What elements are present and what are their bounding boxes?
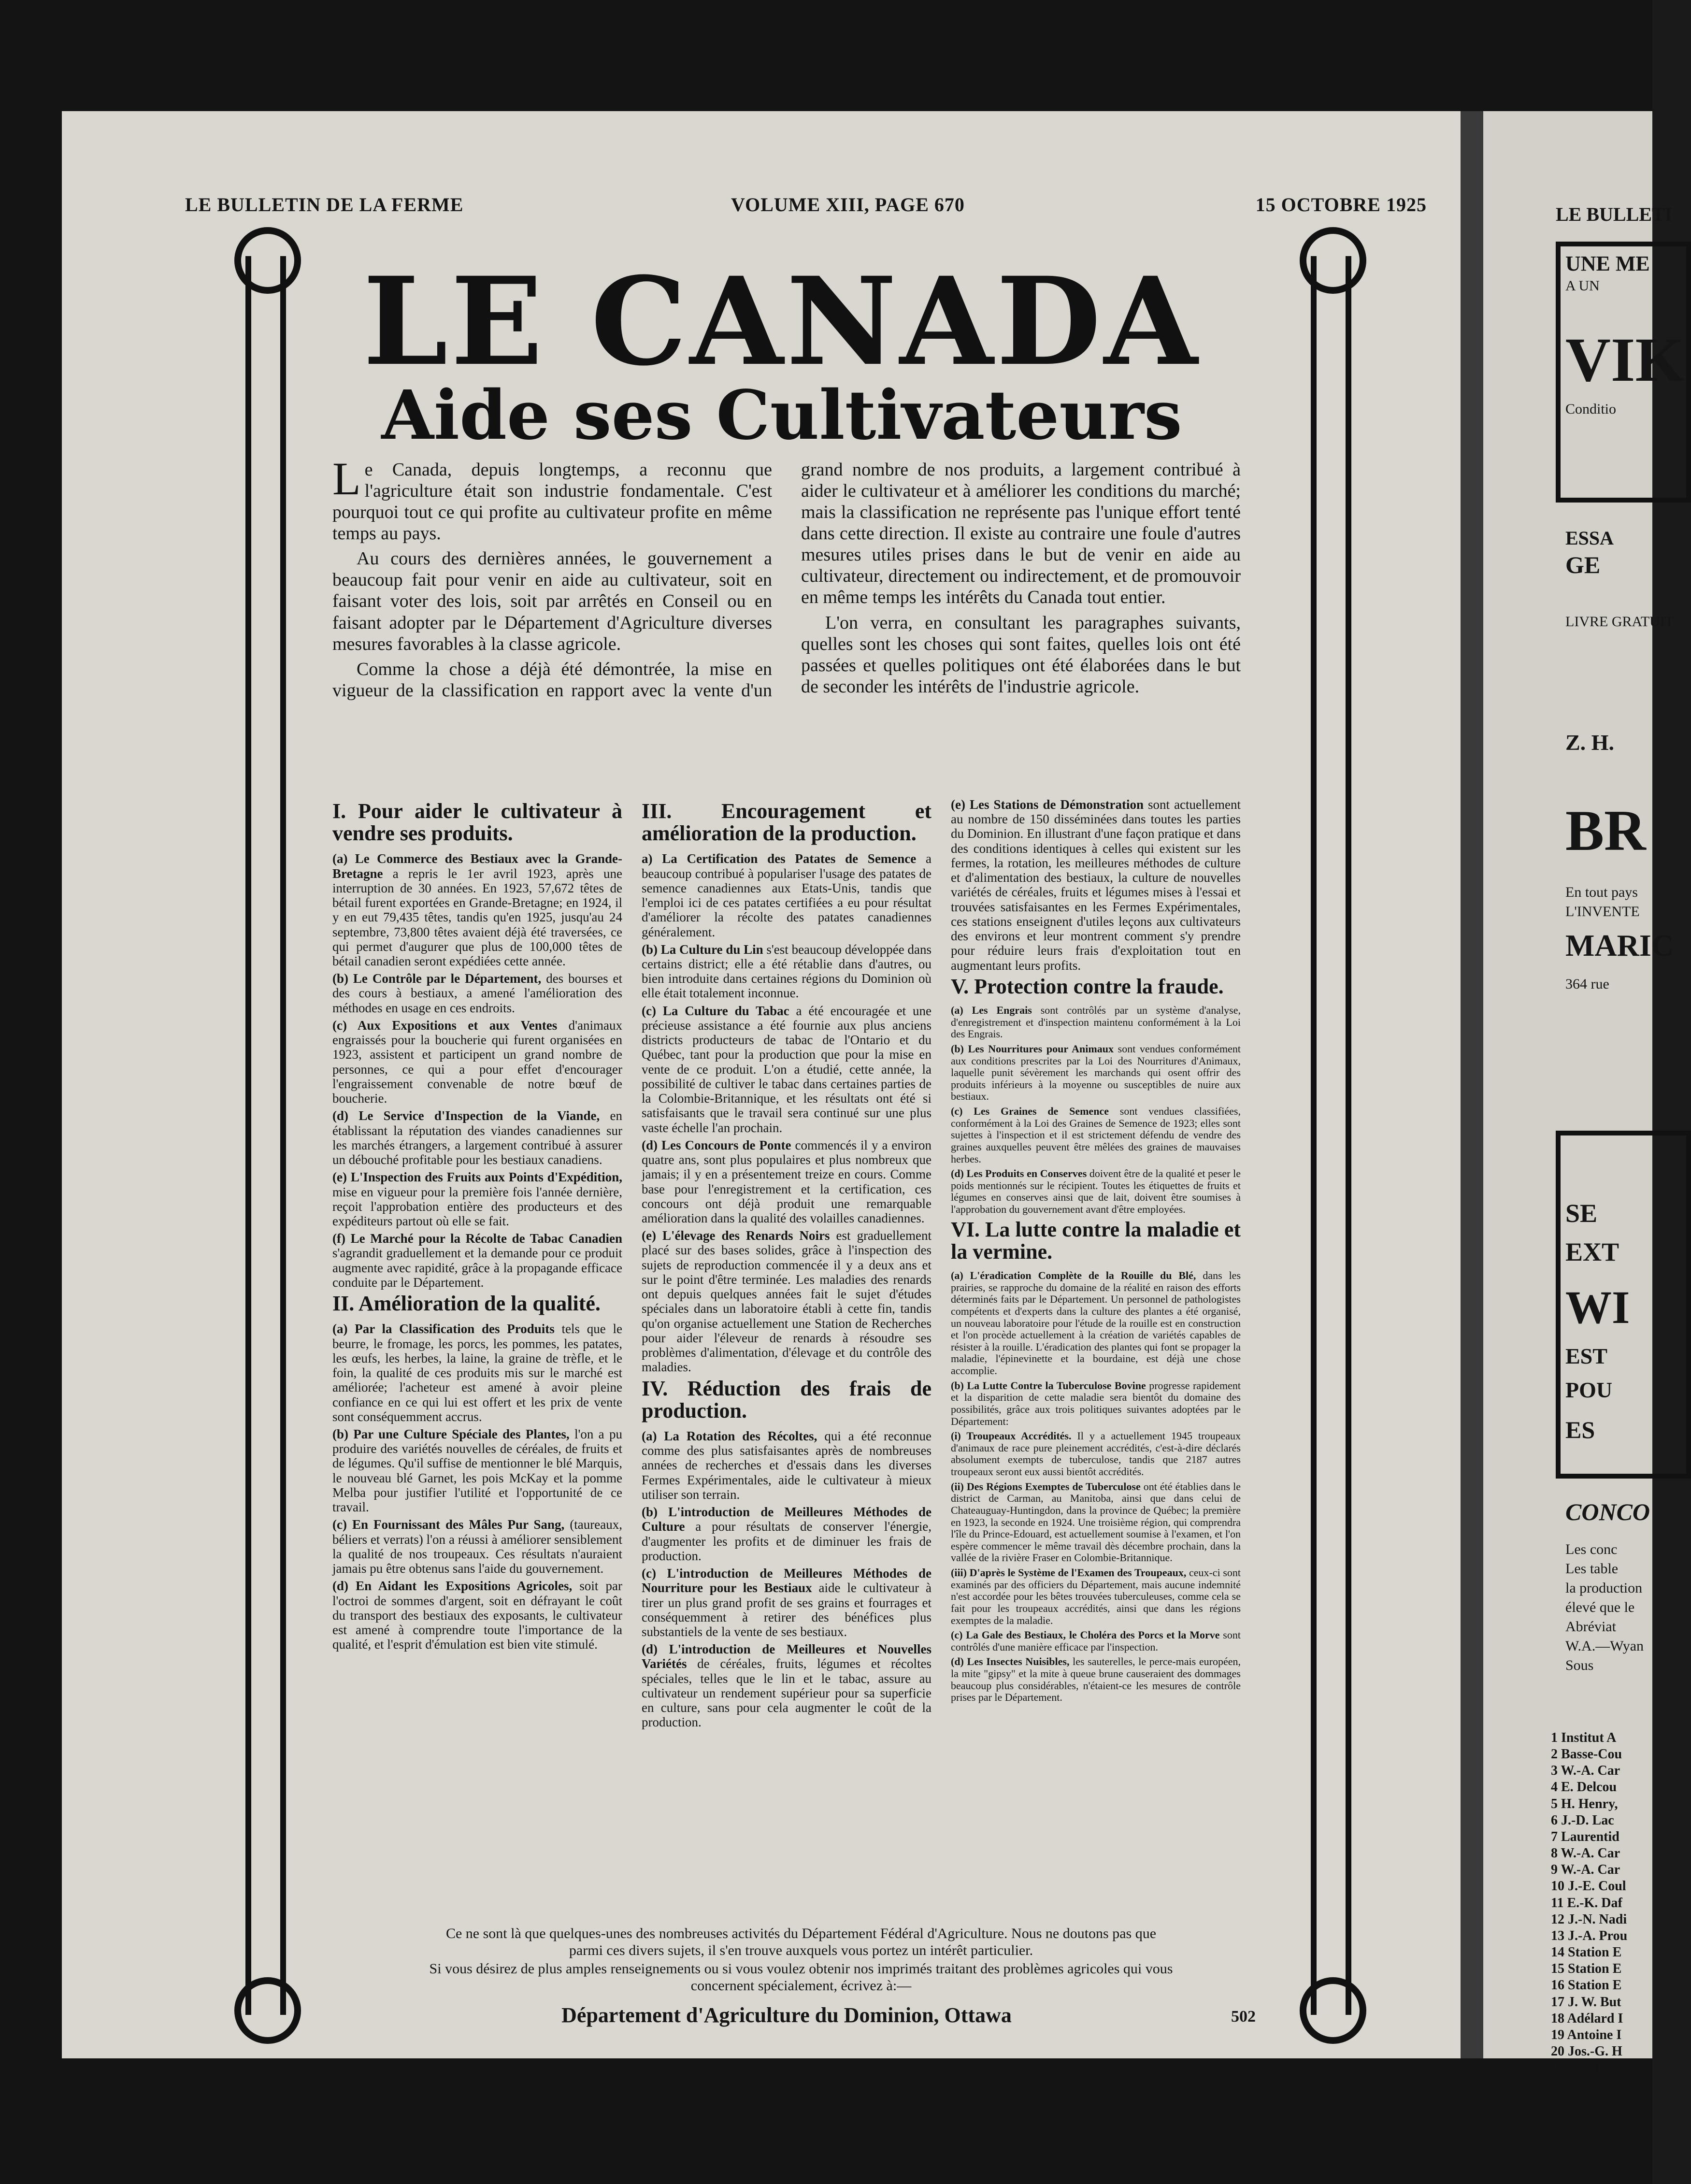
section-title: II. Amélioration de la qualité.	[332, 1292, 601, 1316]
table-row: 8 W.-A. Car	[1551, 1846, 1620, 1861]
adjacent-fragment: UNE ME	[1565, 252, 1650, 275]
section-item: (c) Les Graines de Semence sont vendues classifiées, conformément à la Loi des Graines de Semence de 1923; elles sont sujettes à l'inspection et il est strictement défendu de vendre des graines auxquelles peuvent être mêlées des graines de mauvaises herbes.	[951, 1105, 1241, 1165]
adjacent-fragment: BR	[1565, 798, 1646, 862]
closing-note	[429, 1925, 1173, 1996]
adjacent-fragment: A UN	[1565, 278, 1600, 294]
adjacent-fragment: Conditio	[1565, 401, 1617, 417]
section-item: (c) La Gale des Bestiaux, le Choléra des Porcs et la Morve sont contrôlés d'une manière efficace par l'inspection.	[951, 1629, 1241, 1653]
table-row: 12 J.-N. Nadi	[1551, 1911, 1627, 1927]
section-item: (c) La Culture du Tabac a été encouragée et une précieuse assistance a été fournie aux plus anciens districts producteurs de tabac de l'Ontario et du Québec, tant pour la production que pour la mise en vente de ce produit. L'on a étudié, cette année, la possibilité de cultiver le tabac dans certaines parties de la Colombie-Britannique, et les résultats ont été si satisfaisants que le travail sera continué sur une plus vaste échelle l'an prochain.	[642, 1003, 931, 1135]
table-row: 21 Chs. E. P	[1551, 2060, 1621, 2076]
section-item: (b) Les Nourritures pour Animaux sont vendues conformément aux conditions prescrites par la Loi des Nourritures d'Animaux, laquelle punit sévèrement les marchands qui osent offrir des produits inférieurs à la moyenne ou susceptibles de nuire aux bestiaux.	[951, 1042, 1241, 1103]
section-item: (a) Le Commerce des Bestiaux avec la Grande-Bretagne a repris le 1er avril 1923, après une interruption de 30 années. En 1923, 57,672 têtes de bétail furent exportées en Grande-Bretagne; en 1924, il y en eut 79,435 têtes, tandis qu'en 1925, jusqu'au 24 septembre, 73,800 têtes avaient déjà été traversées, ce qui permet d'augurer que plus de 100,000 têtes de bétail canadien seront expédiées cette année.	[332, 851, 622, 969]
section-item: (iii) D'après le Système de l'Examen des Troupeaux, ceux-ci sont examinés par des officiers du Département, mais aucune indemnité n'est accordée pour les bêtes trouvées tuberculeuses, comme cela se fait pour les troupeaux accrédités, ainsi que dans les régions exemptes de la maladie.	[951, 1566, 1241, 1626]
section-item: (e) L'Inspection des Fruits aux Points d'Expédition, mise en vigueur pour la première fois l'année dernière, reçoit l'approbation entière des producteurs et des expéditeurs partout où elle se fait.	[332, 1170, 622, 1228]
section-item: (d) Le Service d'Inspection de la Viande, en établissant la réputation des viandes canadiennes sur les marchés étrangers, a largement contribué à assurer un débouché profitable pour les bestiaux canadiens.	[332, 1108, 623, 1167]
adjacent-results-table	[1551, 1730, 1652, 2076]
intro-paragraph: Au cours des dernières années, le gouvernement a beaucoup fait pour venir en aide au cultivateur, soit en faisant voter des lois, soit par arrêtés en Conseil ou en faisant adopter par le Département d'Agriculture diverses mesures favorables à la classe agricole.	[332, 548, 772, 654]
adjacent-fragment: POU	[1565, 1378, 1613, 1402]
section-item: (b) L'introduction de Meilleures Méthodes de Culture a pour résultats de conserver l'énergie, d'augmenter les profits et de diminuer les frais de production.	[642, 1505, 931, 1563]
section-item: (c) L'introduction de Meilleures Méthodes de Nourriture pour les Bestiaux aide le cultivateur à tirer un plus grand profit de ses grains et fourrages et conséquemment à retirer des bénéfices plus substantiels de la vente de ses bestiaux.	[642, 1566, 931, 1639]
section-item: (d) L'introduction de Meilleures et Nouvelles Variétés de céréales, fruits, légumes et récoltes spéciales, telles que le lin et le tabac, assure au cultivateur un rendement supérieur pour sa superficie en culture, sans pour cela augmenter le coût de la production.	[642, 1642, 931, 1730]
closing-line: Ce ne sont là que quelques-unes des nombreuses activités du Département Fédéral d'Agriculture. Nous ne doutons pas que parmi ces divers sujets, il s'en trouve auxquels vous portez un intérêt particulier.	[445, 1925, 1157, 1958]
column-2	[642, 797, 931, 1733]
section-item: (a) L'éradication Complète de la Rouille du Blé, dans les prairies, se rapproche du domaine de la réalité en raison des efforts déterminés faits par le Département. Un personnel de pathologistes compétents et d'experts dans la culture des plantes a été organisé, un nouveau laboratoire pour l'étude de la rouille est en construction et l'on procède actuellement à la création de variétés capables de résister à la rouille. L'éradication des plantes qui font se propager la maladie, l'épinevinette et la bourdaine, est déjà une chose accomplie.	[951, 1269, 1241, 1377]
section-item: (f) Le Marché pour la Récolte de Tabac Canadien s'agrandit graduellement et la demande pour ce produit augmente avec rapidité, grâce à la propagande efficace conduite par le Département.	[332, 1231, 622, 1290]
table-row: 20 Jos.-G. H	[1551, 2043, 1622, 2059]
intro-paragraph: Comme la chose a déjà été démontrée, la mise en vigueur de la classification en rapport avec la vente d'un grand nombre de nos produits, a largement contribué à aider le cultivateur et à améliorer les conditions du marché; mais la classification ne représente pas l'unique effort tenté dans cette direction. Il existe au contraire une foule d'autres mesures utiles prises dans le but de venir en aide au cultivateur, directement ou indirectement, et de promouvoir en même temps les intérêts du Canada tout entier.	[332, 460, 1241, 701]
table-row: 16 Station E	[1551, 1978, 1622, 1993]
adjacent-fragment: MARIC	[1565, 928, 1674, 963]
closing-line: Si vous désirez de plus amples renseignements ou si vous voulez obtenir nos imprimés traitant des problèmes agricoles qui vous concernent spécialement, écrivez à:—	[429, 1961, 1173, 1994]
table-row: 4 E. Delcou	[1551, 1780, 1617, 1795]
section-title: III. Encouragement et amélioration de la production.	[642, 799, 931, 846]
table-row: 3 W.-A. Car	[1551, 1763, 1620, 1779]
section-title: VI. La lutte contre la maladie et la vermine.	[951, 1217, 1241, 1264]
table-row: 14 Station E	[1551, 1945, 1622, 1960]
section-item: (b) La Culture du Lin s'est beaucoup développée dans certains district; elle a été rétablie dans d'autres, ou bien introduite dans certaines régions du Dominion où elle était totalement inconnue.	[642, 942, 931, 1001]
intro-text	[332, 453, 1241, 701]
adjacent-fragment: En tout pays	[1565, 884, 1638, 900]
adjacent-fragment: Abréviat	[1565, 1619, 1616, 1635]
department-signature: Département d'Agriculture du Dominion, Ottawa	[561, 2003, 1012, 2027]
page-number: 502	[1231, 2008, 1256, 2026]
table-row: 10 J.-E. Coul	[1551, 1879, 1626, 1894]
section-item: (a) La Rotation des Récoltes, qui a été reconnue comme des plus satisfaisantes après de nombreuses années de recherches et d'essais dans les diverses Fermes Expérimentales, aide le cultivateur à mieux utiliser son terrain.	[642, 1428, 931, 1502]
adjacent-fragment: ESSA	[1565, 527, 1614, 549]
ornamental-border-left	[245, 256, 286, 2015]
adjacent-running-head: LE BULLETI	[1556, 203, 1673, 225]
intro-paragraph: Le Canada, depuis longtemps, a reconnu que l'agriculture était son industrie fondamentale. C'est pourquoi tout ce qui profite au cultivateur profite en même temps au pays.	[332, 453, 772, 544]
section-item: a) La Certification des Patates de Semence a beaucoup contribué à populariser l'usage des patates de semence canadiennes aux Etats-Unis, tandis que l'emploi ici de ces patates certifiées a eu pour résultat d'améliorer la récolte des patates canadiennes généralement.	[642, 851, 931, 939]
table-row: 5 H. Henry,	[1551, 1796, 1618, 1811]
adjacent-fragment: Sous	[1565, 1657, 1594, 1673]
section-item: (e) Les Stations de Démonstration sont actuellement au nombre de 150 disséminées dans toutes les parties du Dominion. En illustrant d'une façon pratique et dans des conditions identiques à celles qui existent sur les fermes, la rotation, les meilleures méthodes de culture et d'alimentation des bestiaux, la culture de nouvelles variétés de céréales, fruits et légumes mises à l'essai et trouvées satisfaisantes en les Fermes Expérimentales, ces stations enseignent d'utiles leçons aux cultivateurs des environs et leur montrent comment s'y prendre pour réduire leurs frais d'exploitation tout en augmentant leurs profits.	[951, 797, 1241, 973]
adjacent-fragment: Z. H.	[1565, 730, 1614, 755]
section-title: IV. Réduction des frais de production.	[642, 1376, 931, 1422]
section-item: (d) Les Concours de Ponte commencés il y a environ quatre ans, sont plus populaires et plus nombreux que jamais; il y en a présentement treize en cours. Comme base pour l'enregistrement et la certification, ces concours ont déjà produit une remarquable amélioration dans la qualité des volailles canadiennes.	[642, 1137, 931, 1225]
adjacent-fragment: GE	[1565, 551, 1601, 578]
section-item: (e) L'élevage des Renards Noirs est graduellement placé sur des bases solides, grâce à l'inspection des sujets de reproduction commencée il y a deux ans et sur le point d'être terminée. Les maladies des renards ont depuis quelques années fait le sujet d'études spéciales dans un laboratoire établi à cette fin, tandis qu'on organise actuellement une Station de Recherches pour aider l'éleveur de renards à résoudre ses problèmes d'alimentation, d'élevage et du contrôle des maladies.	[642, 1228, 931, 1375]
newspaper-page	[62, 111, 1461, 2058]
table-row: 9 W.-A. Car	[1551, 1862, 1620, 1878]
adjacent-fragment: la production	[1565, 1580, 1643, 1596]
adjacent-fragment: EST	[1565, 1344, 1607, 1368]
adjacent-page	[1483, 111, 1684, 2076]
adjacent-fragment: EXT	[1565, 1237, 1619, 1266]
section-item: (d) En Aidant les Expositions Agricoles, soit par l'octroi de sommes d'argent, soit en défrayant le coût du transport des bestiaux des exposants, le cultivateur est amené à comprendre toute l'importance de la qualité, et l'esprit d'émulation est bien vite stimulé.	[332, 1579, 622, 1652]
adjacent-fragment: WI	[1565, 1281, 1630, 1333]
section-title: V. Protection contre la fraude.	[951, 974, 1224, 998]
publication-name: LE BULLETIN DE LA FERME	[185, 194, 464, 216]
running-head	[185, 193, 1427, 222]
page-gutter	[1461, 111, 1483, 2058]
adjacent-fragment: SE	[1565, 1199, 1598, 1228]
table-row: 13 J.-A. Prou	[1551, 1928, 1628, 1943]
adjacent-fragment: CONCO	[1565, 1498, 1650, 1525]
adjacent-fragment: élevé que le	[1565, 1599, 1635, 1615]
table-row: 7 Laurentid	[1551, 1829, 1619, 1844]
section-title: I. Pour aider le cultivateur à vendre ses produits.	[332, 799, 622, 846]
column-3	[951, 797, 1241, 1707]
adjacent-fragment: VIK	[1565, 325, 1684, 395]
headline: LE CANADA	[363, 250, 1201, 392]
adjacent-fragment: LIVRE GRATUIT	[1565, 614, 1674, 630]
section-item: (b) La Lutte Contre la Tuberculose Bovine progresse rapidement et la disparition de cette maladie sera bientôt du domaine des possibilités, grâce aux trois politiques suivantes adoptées par le Département:	[951, 1379, 1241, 1427]
section-item: (c) Aux Expositions et aux Ventes d'animaux engraissés pour la boucherie qui furent organisées en 1923, assistent et participent un grand nombre de personnes, ce qui a pour effet d'encourager l'engraissement convenable de notre bœuf de boucherie.	[332, 1018, 623, 1106]
table-row: 11 E.-K. Daf	[1551, 1895, 1622, 1911]
section-item: (d) Les Produits en Conserves doivent être de la qualité et peser le poids mentionnés sur le récipient. Toutes les étiquettes de fruits et légumes en conserves ainsi que de lait, doivent être soumises à l'approbation du gouvernement avant d'être employées.	[951, 1167, 1241, 1215]
column-1	[332, 797, 622, 1655]
adjacent-fragment: Les conc	[1565, 1541, 1618, 1557]
adjacent-fragment: W.A.—Wyan	[1565, 1638, 1644, 1654]
adjacent-fragment: 364 rue	[1565, 976, 1609, 992]
section-item: (ii) Des Régions Exemptes de Tuberculose ont été établies dans le district de Carman, au Manitoba, ainsi que dans celui de Chateauguay-Huntingdon, dans la province de Québec; la première en 1923, la seconde en 1924. Une troisième région, qui comprendra l'île du Prince-Edouard, est actuellement soumise à l'examen, et l'on espère commencer le même travail dès décembre prochain, dans la vallée de la rivière Fraser en Colombie-Britannique.	[951, 1480, 1241, 1564]
intro-paragraph: L'on verra, en consultant les paragraphes suivants, quelles sont les choses qui sont faites, quelles lois ont été passées et quelles politiques ont été élaborées dans le but de seconder les intérêts de l'industrie agricole.	[801, 612, 1241, 697]
table-row: 2 Basse-Cou	[1551, 1747, 1622, 1762]
table-row: 1 Institut A	[1551, 1730, 1617, 1745]
section-item: (b) Le Contrôle par le Département, des bourses et des cours à bestiaux, a amené l'amélioration des méthodes en usage en ces endroits.	[332, 971, 622, 1015]
section-item: (c) En Fournissant des Mâles Pur Sang, (taureaux, béliers et verrats) l'on a réussi à améliorer sensiblement la qualité de nos troupeaux. Ces résultats n'auraient jamais pu être obtenus sans l'aide du gouvernement.	[332, 1517, 623, 1576]
section-item: (a) Les Engrais sont contrôlés par un système d'analyse, d'enregistrement et d'inspection maintenu conformément à la Loi des Engrais.	[951, 1004, 1241, 1040]
adjacent-fragment: Les table	[1565, 1561, 1619, 1577]
ornamental-border-right	[1311, 256, 1351, 2015]
section-item: (b) Par une Culture Spéciale des Plantes, l'on a pu produire des variétés nouvelles de céréales, de fruits et de légumes. Qu'il suffise de mentionner le blé Marquis, le nouveau blé Garnet, les pois McKay et la pomme Melba pour justifier l'utilité et l'opportunité de ce travail.	[332, 1427, 622, 1515]
issue-date: 15 OCTOBRE 1925	[1255, 194, 1427, 216]
adjacent-fragment: L'INVENTE	[1565, 904, 1640, 920]
article-columns	[332, 797, 1241, 1913]
section-item: (a) Par la Classification des Produits tels que le beurre, le fromage, les porcs, les pommes, les patates, les œufs, les herbes, la laine, la graine de trèfle, et le foin, la qualité de ces produits mis sur le marché est améliorée; l'acheteur est amené à avoir pleine confiance en ce qui lui est offert et les prix de vente sont conséquemment accrus.	[332, 1322, 622, 1424]
section-item: (d) Les Insectes Nuisibles, les sauterelles, le perce-mais européen, la mite "gipsy" et la mite à queue brune causeraient des dommages beaucoup plus considérables, n'étaient-ce les mesures de contrôle prises par le Département.	[951, 1655, 1241, 1704]
table-row: 18 Adélard I	[1551, 2011, 1623, 2026]
table-row: 6 J.-D. Lac	[1551, 1812, 1614, 1828]
adjacent-fragment: ES	[1565, 1416, 1595, 1443]
table-row: 15 Station E	[1551, 1961, 1622, 1977]
table-row: 17 J. W. But	[1551, 1994, 1621, 2010]
subheadline: Aide ses Cultivateurs	[381, 376, 1182, 455]
table-row: 19 Antoine I	[1551, 2027, 1622, 2042]
section-item: (i) Troupeaux Accrédités. Il y a actuellement 1945 troupeaux d'animaux de race pure pleinement accrédités, c'est-à-dire déclarés absolument exempts de tuberculose, tandis que 2187 autres troupeaux seront eux aussi bientôt accrédités.	[951, 1430, 1241, 1478]
volume-page: VOLUME XIII, PAGE 670	[731, 194, 965, 216]
